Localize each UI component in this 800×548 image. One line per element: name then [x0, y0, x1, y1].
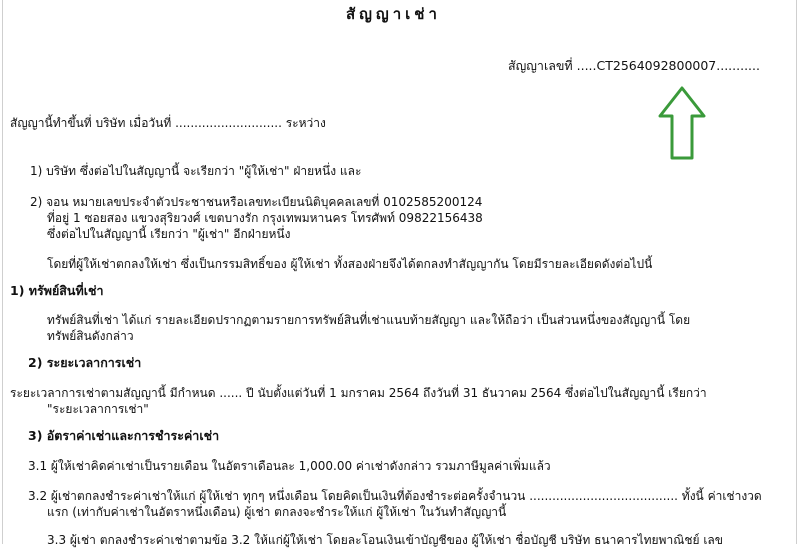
party-1: 1) บริษัท ซึ่งต่อไปในสัญญานี้ จะเรียกว่า "ผู้ให้เช่า" ฝ่ายหนึ่ง และ	[30, 164, 362, 178]
contract-number: สัญญาเลขที่ .....CT2564092800007...........	[508, 58, 760, 73]
section-2-heading: 2) ระยะเวลาการเช่า	[28, 355, 142, 370]
preamble: สัญญานี้ทำขึ้นที่ บริษัท เมื่อวันที่ ............................ ระหว่าง	[10, 116, 326, 130]
section-1-line-1: ทรัพย์สินที่เช่า ได้แก่ รายละเอียดปรากฏตามรายการทรัพย์สินที่เช่าแนบท้ายสัญญา และให้ถือว่า เป็นส่วนหนึ่งของสัญญานี้ โดย	[47, 313, 691, 327]
party-2-line-1: 2) จอน หมายเลขประจำตัวประชาชนหรือเลขทะเบียนนิติบุคคลเลขที่ 0102585200124	[30, 195, 483, 209]
up-arrow-icon	[658, 86, 706, 160]
page-edge-left	[2, 0, 3, 544]
arrow-outline	[660, 88, 704, 158]
section-3-item-3: 3.3 ผู้เช่า ตกลงชำระค่าเช่าตามข้อ 3.2 ให้แก่ผู้ให้เช่า โดยละโอนเงินเข้าบัญชีของ ผู้ให้เช่า ชื่อบัญชี บริษัท ธนาคารไทยพาณิชย์ เลข	[47, 533, 723, 547]
section-3-heading: 3) อัตราค่าเช่าและการชำระค่าเช่า	[28, 428, 220, 443]
agreement-statement: โดยที่ผู้ให้เช่าตกลงให้เช่า ซึ่งเป็นกรรมสิทธิ์ของ ผู้ให้เช่า ทั้งสองฝ่ายจึงได้ตกลงทำสัญญากัน โดยมีรายละเอียดดังต่อไปนี้	[47, 257, 653, 271]
party-2-line-2: ที่อยู่ 1 ซอยสอง แขวงสุริยวงศ์ เขตบางรัก กรุงเทพมหานคร โทรศัพท์ 09822156438	[47, 211, 483, 225]
section-1-line-2: ทรัพย์สินดังกล่าว	[47, 329, 134, 343]
section-2-line-2: "ระยะเวลาการเช่า"	[47, 402, 149, 416]
section-3-item-2-line-2: แรก (เท่ากับค่าเช่าในอัตราหนึ่งเดือน) ผู้เช่า ตกลงจะชำระให้แก่ ผู้ให้เช่า ในวันทำสัญญานี้	[47, 505, 507, 519]
section-3-item-1: 3.1 ผู้ให้เช่าคิดค่าเช่าเป็นรายเดือน ในอัตราเดือนละ 1,000.00 ค่าเช่าดังกล่าว รวมภาษีมูลค่าเพิ่มแล้ว	[28, 459, 551, 473]
section-1-heading: 1) ทรัพย์สินที่เช่า	[10, 283, 104, 298]
section-3-item-2-line-1: 3.2 ผู้เช่าตกลงชำระค่าเช่าให้แก่ ผู้ให้เช่า ทุกๆ หนึ่งเดือน โดยคิดเป็นเงินที่ต้องชำระต่อครั้งจำนวน ....................................... ทั้งนี้ ค่าเช่างวด	[28, 489, 762, 503]
party-2-line-3: ซึ่งต่อไปในสัญญานี้ เรียกว่า "ผู้เช่า" อีกฝ่ายหนึ่ง	[47, 227, 291, 241]
document-title: สัญญาเช่า	[346, 5, 441, 23]
section-2-line-1: ระยะเวลาการเช่าตามสัญญานี้ มีกำหนด ...... ปี นับตั้งแต่วันที่ 1 มกราคม 2564 ถึงวันที่ 31 ธันวาคม 2564 ซึ่งต่อไปในสัญญานี้ เรียกว่า	[10, 386, 707, 400]
page-edge-right	[796, 0, 797, 544]
